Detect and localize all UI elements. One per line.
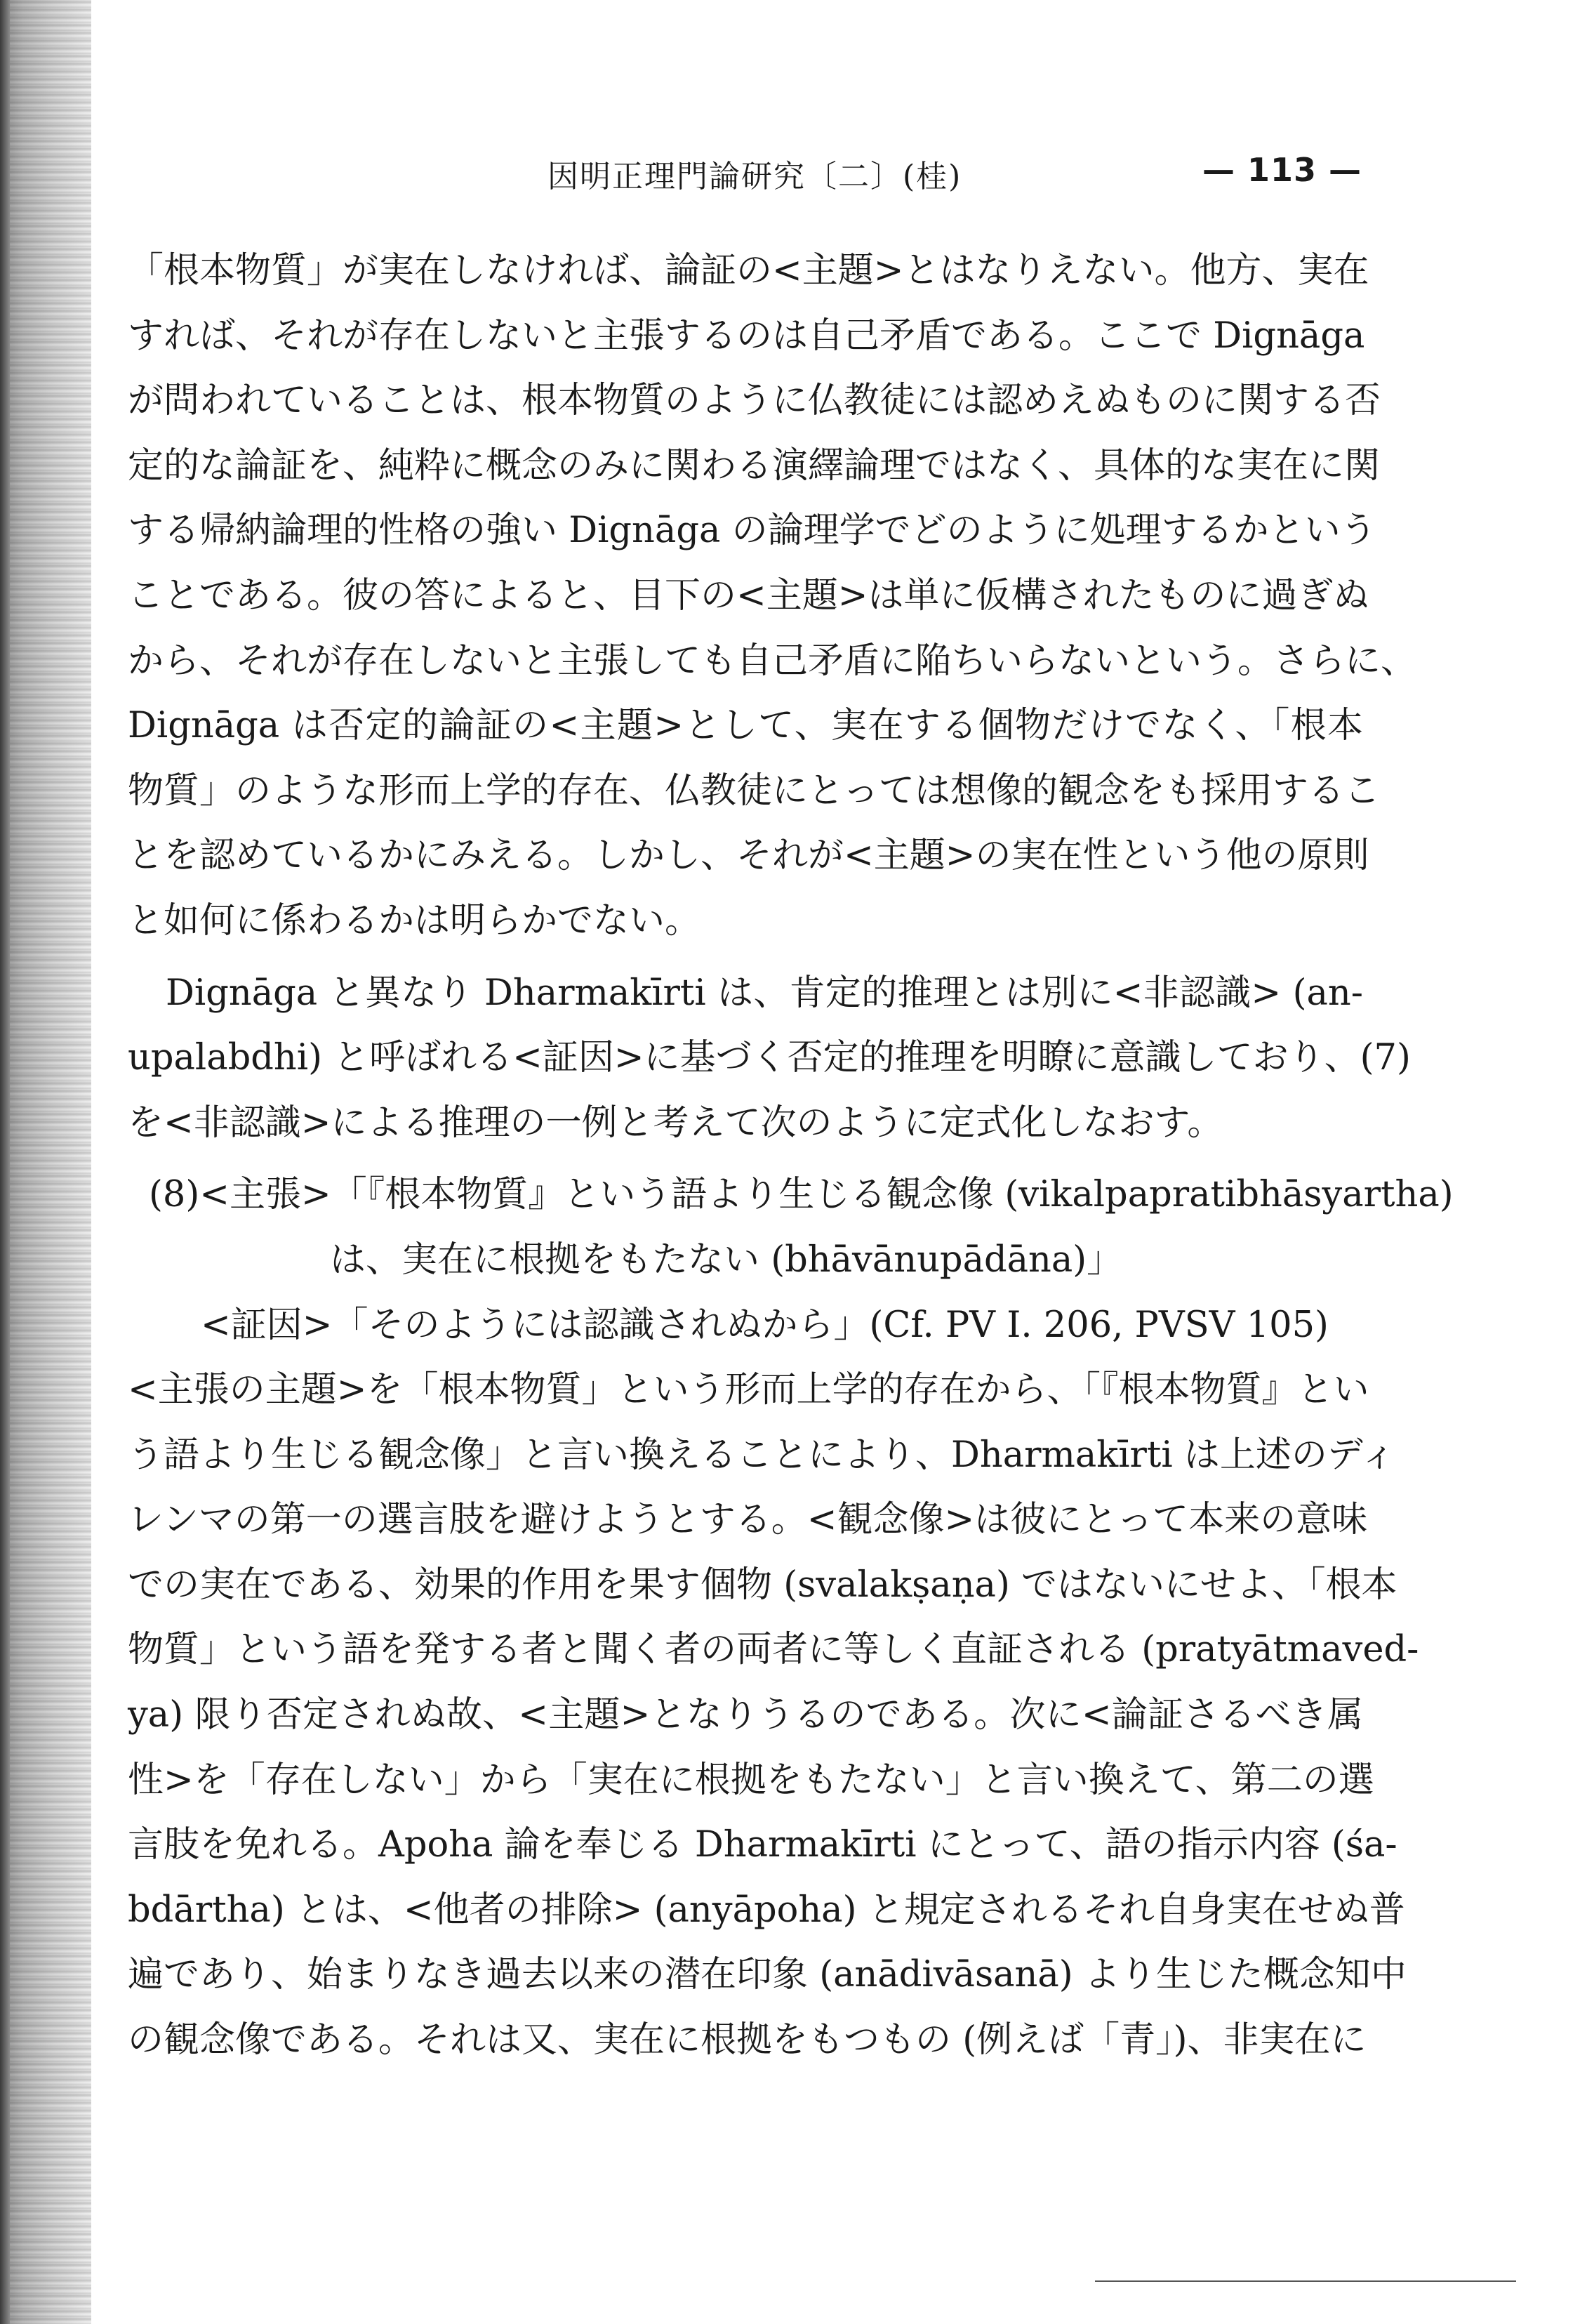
page-header (126, 151, 1362, 200)
text-line: <主張の主題>を「根本物質」という形而上学的存在から、「『根本物質』とい (128, 1369, 1369, 1411)
paragraph-2 (128, 961, 1411, 1156)
paragraph-3 (128, 1358, 1419, 2073)
text-line: すれば、それが存在しないと主張するのは自己矛盾である。ここで Dignāga (128, 315, 1365, 357)
text-line: 「根本物質」が実在しなければ、論証の<主題>とはなりえない。他方、実在 (128, 250, 1369, 291)
text-line: レンマの第一の選言肢を避けようとする。<観念像>は彼にとって本来の意味 (128, 1499, 1368, 1541)
text-line: う語より生じる観念像」と言い換えることにより、Dharmakīrti は上述のディ (128, 1434, 1396, 1476)
body-text (128, 239, 1454, 2073)
text-line: する帰納論理的性格の強い Dignāga の論理学でどのように処理するかという (128, 510, 1376, 552)
text-line: が問われていることは、根本物質のように仏教徒には認めえぬものに関する否 (128, 380, 1381, 422)
text-line: Dignāga は否定的論証の<主題>として、実在する個物だけでなく、「根本 (128, 705, 1363, 747)
running-title: 因明正理門論研究〔二〕(桂) (547, 159, 962, 194)
scan-gutter-shadow (0, 0, 91, 2324)
text-line: bdārtha) とは、<他者の排除> (anyāpoha) と規定されるそれ自身実在せぬ普 (128, 1889, 1405, 1931)
text-line: Dignāga と異なり Dharmakīrti は、肯定的推理とは別に<非認識> (an- (166, 972, 1363, 1014)
paragraph-1 (128, 239, 1417, 954)
text-line: 物質」のような形而上学的存在、仏教徒にとっては想像的観念をも採用するこ (128, 770, 1380, 812)
text-line: upalabdhi) と呼ばれる<証因>に基づく否定的推理を明瞭に意識しており、(7) (128, 1037, 1411, 1079)
text-line: から、それが存在しないと主張しても自己矛盾に陥ちいらないという。さらに、 (128, 640, 1417, 682)
example-thesis-continuation: は、実在に根拠をもたない (bhāvānupādāna)」 (330, 1239, 1123, 1281)
text-line: ことである。彼の答によると、目下の<主題>は単に仮構されたものに過ぎぬ (128, 574, 1369, 616)
paragraph-gap (128, 954, 1363, 961)
text-line: と如何に係わるかは明らかでない。 (128, 899, 701, 942)
scan-gutter-edge (0, 0, 10, 2324)
text-line: 遍であり、始まりなき過去以来の潜在印象 (anādivāsanā) より生じた概念知中 (128, 1954, 1407, 1996)
page-number: — 113 — (1202, 151, 1362, 189)
example-thesis-line: (8)<主張>「『根本物質』という語より生じる観念像 (vikalpapratibhāsyartha) (149, 1174, 1454, 1216)
text-line: とを認めているかにみえる。しかし、それが<主題>の実在性という他の原則 (128, 835, 1369, 877)
text-line: を<非認識>による推理の一例と考えて次のように定式化しなおす。 (128, 1102, 1223, 1144)
text-line: 定的な論証を、純粋に概念のみに関わる演繹論理ではなく、具体的な実在に関 (128, 444, 1380, 487)
text-line: での実在である、効果的作用を果す個物 (svalakṣaṇa) ではないにせよ、「根本 (128, 1564, 1397, 1606)
text-line: 言肢を免れる。Apoha 論を奉じる Dharmakīrti にとって、語の指示内容 (śa- (128, 1824, 1397, 1866)
example-8 (128, 1163, 1454, 1358)
text-line: の観念像である。それは又、実在に根拠をもつもの (例えば「青」)、非実在に (128, 2019, 1367, 2061)
bottom-rule (1095, 2280, 1516, 2282)
text-line: 性>を「存在しない」から「実在に根拠をもたない」と言い換えて、第二の選 (128, 1759, 1374, 1801)
text-line: ya) 限り否定されぬ故、<主題>となりうるのである。次に<論証さるべき属 (128, 1694, 1363, 1736)
text-line: 物質」という語を発する者と聞く者の両者に等しく直証される (pratyātmaved- (128, 1629, 1419, 1671)
example-reason-line: <証因>「そのようには認識されぬから」(Cf. PV I. 206, PVSV 105) (201, 1304, 1329, 1346)
paragraph-gap (128, 1156, 1363, 1163)
